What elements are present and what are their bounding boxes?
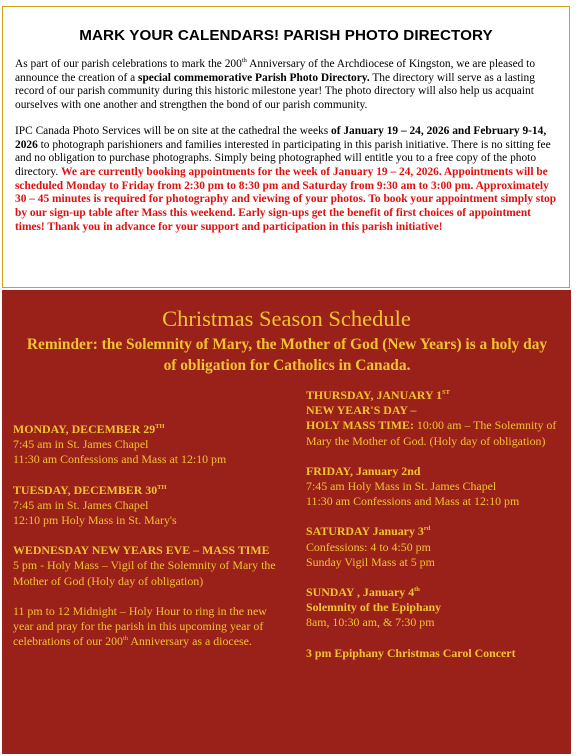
friday-line-2: 11:30 am Confessions and Mass at 12:10 pm [306,494,520,509]
thursday-block [306,388,568,449]
thursday-heading: THURSDAY, JANUARY 1ST [306,388,450,402]
intro-text-3: The directory will serve as a lasting record of our parish community during this historic milestone year! The photo directory will also help us acquaint ourselves with one another and strengthen the bond of our parish community. [15,71,535,112]
intro-text: As part of our parish celebrations to mark the 200 [15,58,242,70]
monday-line-2: 11:30 am Confessions and Mass at 12:10 pm [13,452,227,467]
tuesday-block [13,483,283,529]
details-dates: of January 19 – 24, 2026 and February 9-14, 2026 [15,124,547,151]
friday-line-1: 7:45 am Holy Mass in St. James Chapel [306,479,497,494]
booking-notice: We are currently booking appointments for the week of January 19 – 24, 2026. Appointments will be scheduled Monday to Friday from 2:30 pm to 8:30 pm and Saturday from 9:30 am to 3:00 pm. Approximately 30 – 45 minutes is required for photography and viewing of your photos. To book your appointment simply stop by our sign-up table after Mass this weekend. Early sign-ups get the benefit of first choices of appointment times! Thank you in advance for your support and participation in this parish initiative! [15,165,557,233]
christmas-schedule [2,290,571,754]
sunday-block [306,585,568,631]
sunday-subheading: Solemnity of the Epiphany [306,600,442,615]
saturday-line-1: Confessions: 4 to 4:50 pm [306,539,431,554]
wednesday-heading: WEDNESDAY NEW YEARS EVE – MASS TIME [13,543,270,558]
friday-block [306,464,568,510]
friday-heading: FRIDAY, January 2nd [306,463,421,478]
intro-bold: special commemorative Parish Photo Directory. [138,71,370,84]
holy-hour-text: 11 pm to 12 Midnight – Holy Hour to ring in the new year and pray for the parish in this upcoming year of celebrations of our 200th Anniversary as a diocese. [13,603,267,649]
tuesday-heading: TUESDAY, DECEMBER 30TH [13,482,167,497]
schedule-reminder: Reminder: the Solemnity of Mary, the Mother of God (New Years) is a holy day of obligation for Catholics in Canada. [26,336,548,374]
wednesday-line-1: 5 pm - Holy Mass – Vigil of the Solemnity of Mary the Mother of God (Holy day of obligation) [13,558,276,588]
details-text: IPC Canada Photo Services will be on site at the cathedral the weeks [15,124,332,137]
details-paragraph [15,125,557,235]
saturday-heading: SATURDAY January 3rd [306,524,431,539]
monday-heading: MONDAY, DECEMBER 29TH [13,422,165,436]
monday-line-1: 7:45 am in St. James Chapel [13,437,149,452]
tuesday-line-2: 12:10 pm Holy Mass in St. Mary's [13,513,177,528]
intro-sup: th [241,57,247,65]
notice-title: MARK YOUR CALENDARS! PARISH PHOTO DIRECTORY [79,27,493,44]
saturday-block [306,524,568,570]
holy-hour-block [13,604,283,650]
wednesday-block [13,543,283,589]
tuesday-line-1: 7:45 am in St. James Chapel [13,497,149,512]
concert-line: 3 pm Epiphany Christmas Carol Concert [306,645,516,660]
intro-paragraph [15,58,557,113]
sunday-heading: SUNDAY , January 4th [306,585,420,600]
saturday-line-2: Sunday Vigil Mass at 5 pm [306,554,435,569]
schedule-right-column [306,388,568,676]
photo-directory-notice [2,6,570,288]
intro-text-2: Anniversary of the Archdiocese of Kingston, we are pleased to announce the creation of a [15,58,536,84]
thursday-subheading: NEW YEAR'S DAY – [306,403,417,418]
sunday-line-1: 8am, 10:30 am, & 7:30 pm [306,615,435,630]
thursday-mass: HOLY MASS TIME: 10:00 am – The Solemnity of Mary the Mother of God. (Holy day of obligation) [306,418,557,448]
monday-block [13,422,283,468]
details-text-2: to photograph parishioners and families interested in participating in this parish initiative. There is no sitting fee and no obligation to purchase photographs. Simply being photographed will entitle you to a free copy of the photo directory. [15,138,551,178]
schedule-title: Christmas Season Schedule [162,306,411,331]
schedule-left-column [13,422,283,664]
